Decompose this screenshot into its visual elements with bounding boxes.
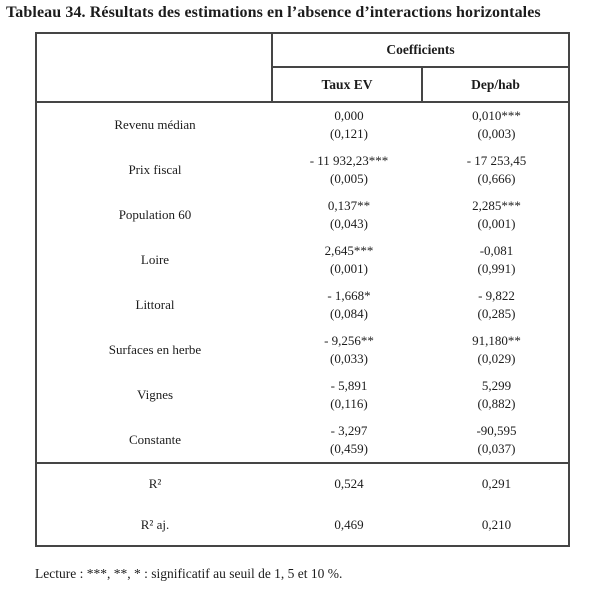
p-value: (0,882) <box>477 395 516 411</box>
table-row <box>37 148 568 193</box>
coefficients-header-area <box>273 34 568 101</box>
table-row <box>37 238 568 283</box>
cell-dep-hab <box>425 422 568 458</box>
table-row <box>37 372 568 417</box>
stat-taux-ev: 0,469 <box>334 516 364 532</box>
p-value: (0,285) <box>477 305 516 321</box>
coefficient-value: 91,180** <box>472 332 521 348</box>
table-header <box>37 34 568 103</box>
cell-dep-hab <box>425 242 568 278</box>
cell-taux-ev <box>273 422 425 458</box>
reading-note: Lecture : ***, **, * : significatif au seuil de 1, 5 et 10 %. <box>35 566 343 581</box>
cell-dep-hab <box>425 107 568 143</box>
row-label: Population 60 <box>118 207 192 223</box>
coefficient-value: 2,645*** <box>324 243 374 259</box>
table-row <box>37 283 568 328</box>
cell-dep-hab <box>425 377 568 413</box>
row-label: Littoral <box>135 296 175 312</box>
table-body <box>37 103 568 464</box>
row-label: Surfaces en herbe <box>108 341 202 357</box>
cell-dep-hab <box>425 152 568 188</box>
coefficient-value: - 3,297 <box>330 422 368 438</box>
coefficient-value: -0,081 <box>479 243 514 259</box>
coefficient-value: 0,000 <box>334 108 364 124</box>
coefficient-value: -90,595 <box>476 422 517 438</box>
stat-label: R² <box>148 476 162 492</box>
cell-taux-ev <box>273 242 425 278</box>
coefficients-group-header: Coefficients <box>273 34 568 68</box>
p-value: (0,991) <box>477 261 516 277</box>
table-row <box>37 417 568 462</box>
p-value: (0,003) <box>477 126 516 142</box>
cell-taux-ev <box>273 332 425 368</box>
coefficient-value: 2,285*** <box>472 198 521 214</box>
stats-section <box>37 464 568 545</box>
p-value: (0,459) <box>330 440 368 456</box>
column-headers <box>273 68 568 101</box>
table-row <box>37 327 568 372</box>
p-value: (0,001) <box>477 216 516 232</box>
cell-taux-ev <box>273 377 425 413</box>
stat-dep-hab: 0,210 <box>481 516 512 532</box>
column-header-dep-hab: Dep/hab <box>471 76 520 92</box>
p-value: (0,001) <box>330 261 368 277</box>
stats-row-r2-adj <box>37 505 568 546</box>
coefficient-value: - 9,822 <box>478 287 515 303</box>
stat-dep-hab: 0,291 <box>481 476 512 492</box>
corner-cell <box>37 34 273 101</box>
coefficient-value: 0,010*** <box>472 108 521 124</box>
cell-dep-hab <box>425 332 568 368</box>
p-value: (0,033) <box>330 350 368 366</box>
p-value: (0,037) <box>477 440 516 456</box>
cell-taux-ev <box>273 152 425 188</box>
stat-taux-ev: 0,524 <box>334 476 364 492</box>
coefficient-value: 0,137** <box>327 198 371 214</box>
coefficient-value: - 1,668* <box>327 287 371 303</box>
stat-label: R² aj. <box>140 516 170 532</box>
row-label: Revenu médian <box>114 117 196 133</box>
row-label: Vignes <box>136 386 174 402</box>
table-row <box>37 103 568 148</box>
table-title: Tableau 34. Résultats des estimations en l’absence d’interactions horizontales <box>6 4 541 21</box>
p-value: (0,043) <box>330 216 368 232</box>
cell-taux-ev <box>273 287 425 323</box>
coefficient-value: - 17 253,45 <box>466 153 527 169</box>
p-value: (0,029) <box>477 350 516 366</box>
p-value: (0,084) <box>330 305 368 321</box>
row-label: Loire <box>140 252 170 268</box>
column-header-taux-ev: Taux EV <box>273 68 423 101</box>
cell-dep-hab <box>425 197 568 233</box>
cell-taux-ev <box>273 107 425 143</box>
cell-dep-hab <box>425 287 568 323</box>
p-value: (0,116) <box>330 395 368 411</box>
stats-row-r2 <box>37 464 568 505</box>
row-label: Prix fiscal <box>128 162 182 178</box>
cell-taux-ev <box>273 197 425 233</box>
coefficient-value: - 9,256** <box>324 332 374 348</box>
p-value: (0,005) <box>330 171 368 187</box>
row-label: Constante <box>129 431 181 447</box>
results-table <box>35 32 570 547</box>
coefficient-value: - 11 932,23*** <box>309 153 389 169</box>
table-row <box>37 193 568 238</box>
p-value: (0,666) <box>477 171 516 187</box>
coefficient-value: - 5,891 <box>330 377 368 393</box>
p-value: (0,121) <box>330 126 368 142</box>
coefficient-value: 5,299 <box>481 377 512 393</box>
